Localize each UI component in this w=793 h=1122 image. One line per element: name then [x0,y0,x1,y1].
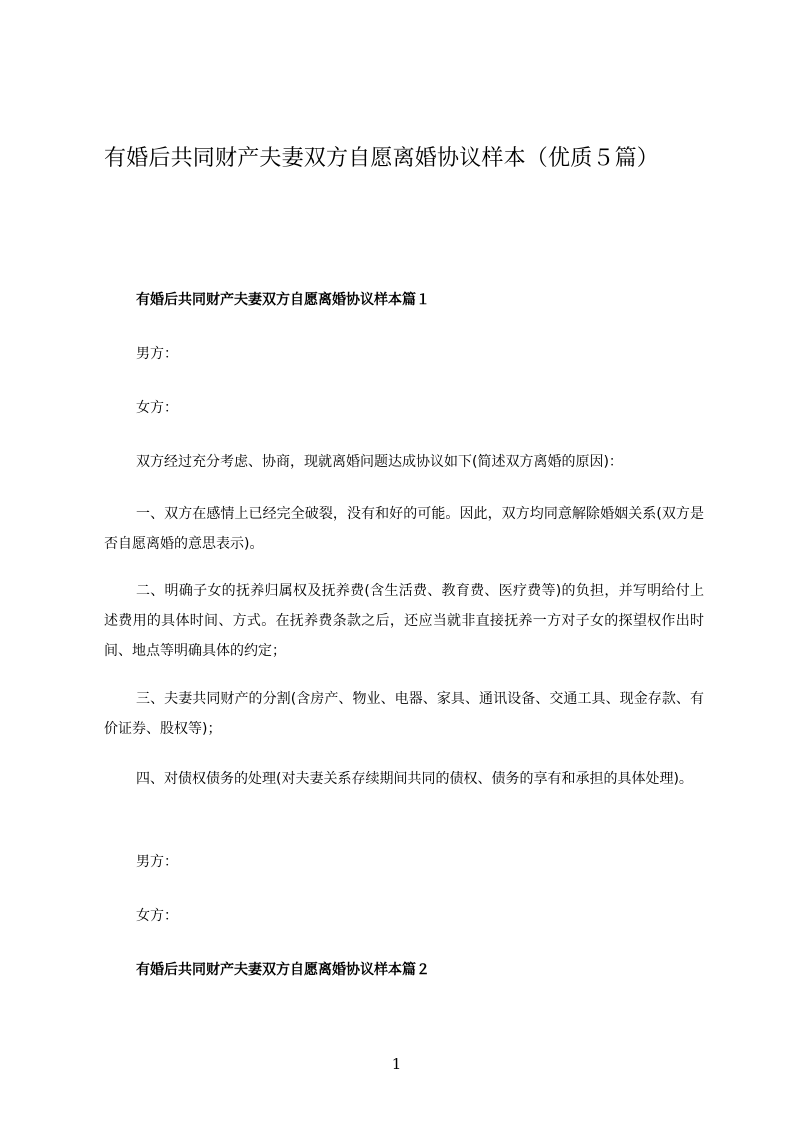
female-party-label: 女方： [136,400,178,416]
clause-3-paragraph: 三、夫妻共同财产的分割(含房产、物业、电器、家具、通讯设备、交通工具、现金存款、有价证券、股权等)； [104,691,704,737]
page-number: 1 [391,1055,402,1073]
section-2-heading: 有婚后共同财产夫妻双方自愿离婚协议样本篇２ [136,962,430,978]
clause-4-paragraph: 四、对债权债务的处理(对夫妻关系存续期间共同的债权、债务的享有和承担的具体处理)。 [136,771,693,787]
clause-1-paragraph: 一、双方在感情上已经完全破裂，没有和好的可能。因此，双方均同意解除婚姻关系(双方是否自愿离婚的意思表示)。 [104,506,704,552]
section-1-heading: 有婚后共同财产夫妻双方自愿离婚协议样本篇１ [136,292,430,308]
intro-paragraph: 双方经过充分考虑、协商，现就离婚问题达成协议如下(简述双方离婚的原因)： [136,454,623,470]
female-signature-label: 女方： [136,908,178,924]
male-signature-label: 男方： [136,854,178,870]
male-party-label: 男方： [136,346,178,362]
document-title: 有婚后共同财产夫妻双方自愿离婚协议样本（优质５篇） [104,146,660,171]
clause-2-paragraph: 二、明确子女的抚养归属权及抚养费(含生活费、教育费、医疗费等)的负担，并写明给付上述费用的具体时间、方式。在抚养费条款之后，还应当就非直接抚养一方对子女的探望权作出时间、地点等明确具体的约定； [104,583,704,659]
